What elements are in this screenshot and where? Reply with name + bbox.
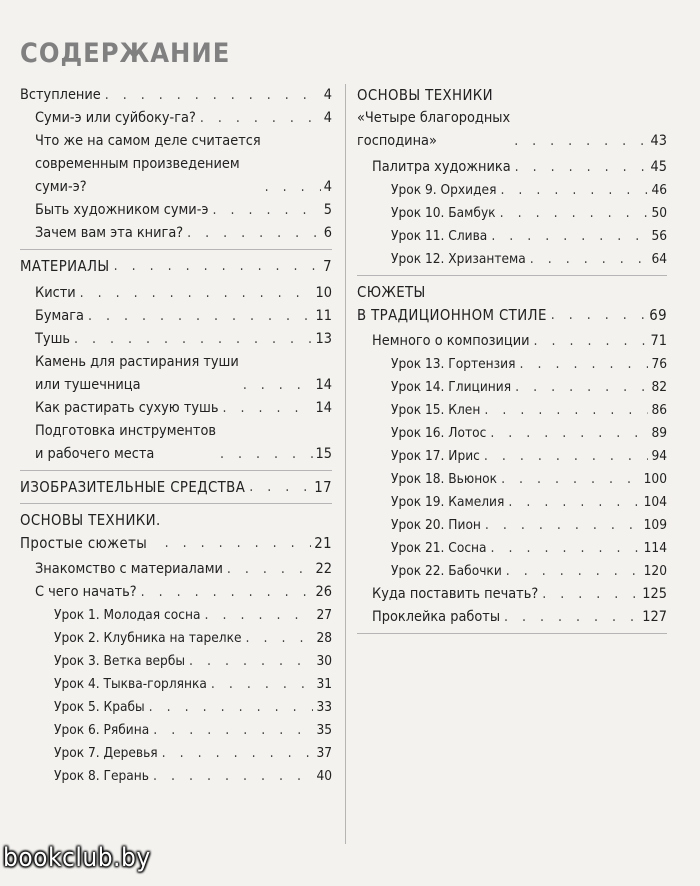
toc-lesson[interactable]	[357, 202, 667, 225]
toc-heading-basics	[357, 84, 667, 107]
toc-entry-four-gentlemen[interactable]	[357, 107, 667, 153]
dot-leader	[74, 328, 312, 351]
dot-leader	[141, 581, 313, 604]
dot-leader	[149, 696, 314, 719]
dot-leader	[506, 560, 641, 583]
toc-entry-page: 14	[315, 400, 332, 416]
toc-entry-label: Урок 3. Ветка вербы	[54, 653, 186, 669]
toc-entry-page: 30	[316, 653, 332, 669]
toc-entry-label: Урок 17. Ирис	[391, 448, 480, 464]
dot-leader	[519, 353, 648, 376]
dot-leader	[187, 222, 321, 245]
toc-entry-materials[interactable]	[20, 255, 332, 278]
dot-leader	[485, 514, 641, 537]
dot-leader	[501, 468, 641, 491]
toc-lesson[interactable]	[20, 650, 332, 673]
toc-entry-page: 11	[315, 308, 332, 324]
toc-entry-label: Урок 10. Бамбук	[391, 205, 496, 221]
toc-entry-label: Урок 22. Бабочки	[391, 563, 502, 579]
toc-entry-page: 5	[323, 202, 332, 218]
toc-entry-page: 15	[315, 446, 332, 462]
column-divider	[345, 84, 346, 844]
toc-lesson[interactable]	[357, 399, 667, 422]
toc-lesson[interactable]	[357, 225, 667, 248]
toc-entry-label	[35, 420, 216, 466]
toc-entry-page: 27	[316, 607, 332, 623]
section-divider	[20, 470, 332, 471]
toc-entry-page: 14	[315, 377, 332, 393]
dot-leader	[162, 742, 314, 765]
toc-entry[interactable]	[20, 130, 332, 199]
toc-entry[interactable]	[20, 558, 332, 581]
toc-lesson[interactable]	[357, 468, 667, 491]
toc-lesson[interactable]	[357, 353, 667, 376]
toc-entry-label: Урок 19. Камелия	[391, 494, 505, 510]
toc-entry-page: 13	[315, 331, 332, 347]
toc-entry-page: 21	[314, 535, 332, 552]
toc-entry-label: Урок 18. Вьюнок	[391, 471, 498, 487]
toc-entry-page: 33	[316, 699, 332, 715]
section-divider	[20, 249, 332, 250]
toc-entry-line: Простые сюжеты	[20, 535, 148, 552]
toc-entry-page: 71	[650, 333, 667, 349]
toc-left-column	[20, 84, 332, 788]
toc-entry-page: 94	[651, 448, 667, 464]
toc-right-column	[357, 84, 667, 639]
toc-entry[interactable]	[20, 328, 332, 351]
dot-leader	[114, 255, 321, 278]
toc-entry-line: «Четыре благородных	[357, 110, 511, 126]
dot-leader	[165, 532, 312, 555]
toc-entry-page: 7	[323, 258, 332, 275]
toc-lesson[interactable]	[357, 376, 667, 399]
toc-entry-label	[20, 509, 161, 555]
toc-entry-page: 31	[316, 676, 332, 692]
toc-entry-page: 4	[323, 110, 332, 126]
dot-leader	[491, 225, 648, 248]
toc-entry-label: Урок 2. Клубника на тарелке	[54, 630, 242, 646]
toc-entry-label: ОСНОВЫ ТЕХНИКИ	[357, 87, 494, 104]
toc-entry-page: 100	[643, 471, 667, 487]
toc-entry[interactable]	[357, 606, 667, 629]
toc-entry-page: 6	[323, 225, 332, 241]
toc-entry[interactable]	[20, 420, 332, 466]
toc-entry[interactable]	[357, 330, 667, 353]
toc-entry[interactable]	[20, 351, 332, 397]
toc-entry-label: Урок 4. Тыква-горлянка	[54, 676, 207, 692]
toc-entry[interactable]	[357, 583, 667, 606]
toc-lesson[interactable]	[20, 765, 332, 788]
toc-lesson[interactable]	[357, 248, 667, 271]
dot-leader	[80, 282, 313, 305]
toc-entry[interactable]	[357, 156, 667, 179]
toc-entry-label: Суми-э или суйбоку-га?	[35, 110, 196, 126]
dot-leader	[88, 305, 313, 328]
toc-entry-page: 120	[643, 563, 667, 579]
toc-entry-page: 109	[643, 517, 667, 533]
dot-leader	[153, 765, 313, 788]
toc-lesson[interactable]	[20, 604, 332, 627]
toc-entry-label: Как растирать сухую тушь	[35, 400, 219, 416]
toc-entry-page: 64	[651, 251, 667, 267]
toc-entry-page: 10	[315, 285, 332, 301]
section-divider	[20, 503, 332, 504]
section-divider	[357, 633, 667, 634]
toc-entry-plots[interactable]	[357, 281, 667, 327]
dot-leader	[508, 491, 640, 514]
toc-entry-intro[interactable]	[20, 84, 332, 107]
toc-entry-label: Зачем вам эта книга?	[35, 225, 184, 241]
toc-entry-page: 104	[643, 494, 667, 510]
dot-leader	[551, 304, 646, 327]
toc-entry-line: СЮЖЕТЫ	[357, 284, 426, 301]
dot-leader	[220, 443, 313, 466]
dot-leader	[153, 719, 313, 742]
toc-lesson[interactable]	[20, 742, 332, 765]
toc-entry-page: 28	[316, 630, 332, 646]
toc-lesson[interactable]	[20, 719, 332, 742]
toc-entry-label: Урок 21. Сосна	[391, 540, 487, 556]
toc-entry-line: В ТРАДИЦИОННОМ СТИЛЕ	[357, 307, 547, 324]
toc-entry-label: Немного о композиции	[372, 333, 530, 349]
toc-entry-label: Урок 5. Крабы	[54, 699, 145, 715]
toc-entry-page: 56	[651, 228, 667, 244]
toc-lesson[interactable]	[357, 422, 667, 445]
toc-entry[interactable]	[20, 199, 332, 222]
toc-entry-page: 17	[314, 479, 332, 496]
page-title: СОДЕРЖАНИЕ	[20, 38, 231, 69]
dot-leader	[105, 84, 321, 107]
dot-leader	[515, 156, 648, 179]
dot-leader	[515, 376, 648, 399]
toc-entry-label: С чего начать?	[35, 584, 137, 600]
section-divider	[357, 275, 667, 276]
toc-entry-page: 125	[642, 586, 667, 602]
toc-entry-label: Урок 6. Рябина	[54, 722, 150, 738]
toc-entry-page: 26	[315, 584, 332, 600]
dot-leader	[504, 606, 639, 629]
toc-entry-means[interactable]	[20, 476, 332, 499]
toc-entry-line: современным произведением	[35, 156, 240, 172]
toc-entry-page: 45	[650, 159, 667, 175]
toc-entry-line: Камень для растирания туши	[35, 354, 239, 370]
toc-entry-label: Тушь	[35, 331, 71, 347]
dot-leader	[484, 399, 648, 422]
dot-leader	[534, 330, 648, 353]
toc-lesson[interactable]	[357, 179, 667, 202]
toc-entry-page: 69	[649, 307, 667, 324]
toc-entry-label: Быть художником суми-э	[35, 202, 209, 218]
toc-entry-label: Куда поставить печать?	[372, 586, 539, 602]
toc-entry-label: МАТЕРИАЛЫ	[20, 258, 110, 275]
toc-entry-label	[35, 351, 239, 397]
toc-entry-basics[interactable]	[20, 509, 332, 555]
toc-entry-page: 89	[651, 425, 667, 441]
dot-leader	[490, 422, 648, 445]
dot-leader	[500, 202, 649, 225]
dot-leader	[542, 583, 639, 606]
toc-entry-label: Проклейка работы	[372, 609, 501, 625]
toc-entry-line: Что же на самом деле считается	[35, 133, 261, 149]
toc-entry-page: 50	[651, 205, 667, 221]
dot-leader	[211, 673, 314, 696]
dot-leader	[204, 604, 313, 627]
dot-leader	[243, 374, 313, 397]
toc-entry-page: 86	[651, 402, 667, 418]
toc-entry[interactable]	[20, 581, 332, 604]
toc-entry-label: Знакомство с материалами	[35, 561, 223, 577]
dot-leader	[484, 445, 649, 468]
toc-entry-label: Вступление	[20, 87, 101, 103]
toc-entry-page: 76	[651, 356, 667, 372]
toc-entry-label: Урок 12. Хризантема	[391, 251, 526, 267]
toc-entry-label: Урок 11. Слива	[391, 228, 488, 244]
dot-leader	[249, 476, 311, 499]
toc-entry-page: 35	[316, 722, 332, 738]
toc-entry[interactable]	[20, 397, 332, 420]
dot-leader	[491, 537, 641, 560]
toc-entry-page: 46	[651, 182, 667, 198]
toc-entry-label	[35, 130, 261, 199]
toc-entry-page: 22	[315, 561, 332, 577]
toc-entry-label: Урок 16. Лотос	[391, 425, 487, 441]
toc-lesson[interactable]	[20, 627, 332, 650]
toc-entry-line: суми-э?	[35, 179, 87, 195]
toc-lesson[interactable]	[20, 696, 332, 719]
dot-leader	[514, 130, 647, 153]
dot-leader	[227, 558, 313, 581]
dot-leader	[246, 627, 314, 650]
toc-lesson[interactable]	[357, 537, 667, 560]
toc-lesson[interactable]	[357, 514, 667, 537]
toc-entry-line: и рабочего места	[35, 446, 155, 462]
toc-entry-page: 127	[642, 609, 667, 625]
toc-entry-label: Урок 9. Орхидея	[391, 182, 497, 198]
toc-entry[interactable]	[20, 305, 332, 328]
dot-leader	[530, 248, 649, 271]
toc-entry-page: 4	[323, 87, 332, 103]
dot-leader	[189, 650, 313, 673]
toc-entry-label: Урок 15. Клен	[391, 402, 481, 418]
toc-entry-page: 114	[643, 540, 667, 556]
toc-entry-label: Кисти	[35, 285, 76, 301]
toc-entry-label: ИЗОБРАЗИТЕЛЬНЫЕ СРЕДСТВА	[20, 479, 246, 496]
dot-leader	[223, 397, 313, 420]
toc-entry-page: 43	[650, 133, 667, 149]
toc-entry[interactable]	[20, 107, 332, 130]
toc-entry-label: Урок 7. Деревья	[54, 745, 158, 761]
toc-lesson[interactable]	[20, 673, 332, 696]
toc-entry-page: 40	[316, 768, 332, 784]
toc-entry[interactable]	[20, 222, 332, 245]
toc-entry-page: 4	[323, 179, 332, 195]
toc-entry-line: или тушечница	[35, 377, 141, 393]
toc-entry-label: Урок 13. Гортензия	[391, 356, 516, 372]
toc-entry-label: Урок 20. Пион	[391, 517, 481, 533]
toc-entry[interactable]	[20, 282, 332, 305]
toc-entry-label: Палитра художника	[372, 159, 511, 175]
watermark: bookclub.by	[3, 843, 151, 873]
dot-leader	[265, 176, 321, 199]
toc-entry-label: Урок 8. Герань	[54, 768, 149, 784]
toc-entry-label	[357, 281, 547, 327]
dot-leader	[200, 107, 321, 130]
toc-lesson[interactable]	[357, 560, 667, 583]
toc-entry-line: Подготовка инструментов	[35, 423, 216, 439]
dot-leader	[500, 179, 648, 202]
toc-entry-label: Урок 1. Молодая сосна	[54, 607, 201, 623]
toc-entry-page: 37	[316, 745, 332, 761]
toc-entry-line: господина»	[357, 133, 437, 149]
toc-lesson[interactable]	[357, 445, 667, 468]
dot-leader	[212, 199, 320, 222]
toc-entry-label: Урок 14. Глициния	[391, 379, 512, 395]
toc-entry-page: 82	[651, 379, 667, 395]
toc-entry-line: ОСНОВЫ ТЕХНИКИ.	[20, 512, 161, 529]
toc-lesson[interactable]	[357, 491, 667, 514]
toc-entry-label: Бумага	[35, 308, 84, 324]
toc-entry-label	[357, 107, 510, 153]
